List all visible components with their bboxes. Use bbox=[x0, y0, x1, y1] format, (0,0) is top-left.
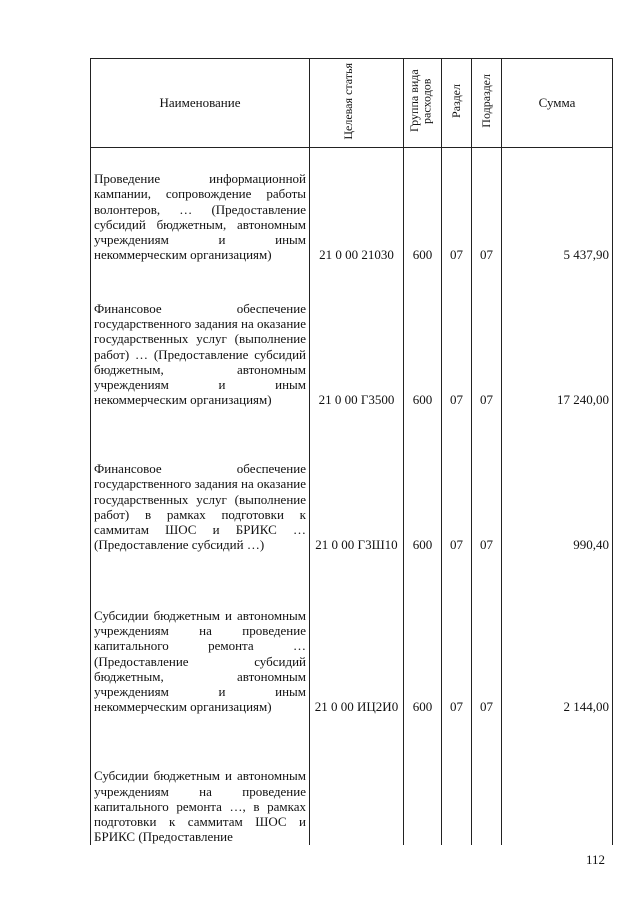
row-expense-group: 600 bbox=[404, 408, 442, 553]
row-amount: 2 144,00 bbox=[502, 553, 613, 715]
row-section: 07 bbox=[442, 408, 472, 553]
row-target-article bbox=[310, 715, 404, 845]
row-target-article: 21 0 00 Г3500 bbox=[310, 263, 404, 408]
table-row bbox=[91, 263, 613, 408]
row-section: 07 bbox=[442, 148, 472, 263]
row-description: Субсидии бюджетным и автономным учреждениям на проведение капитального ремонта … (Предоставление субсидий бюджетным, автономным учреждениям и иным некоммерческим организациям) bbox=[91, 553, 310, 715]
header-section: Раздел bbox=[442, 59, 472, 148]
row-subsection: 07 bbox=[472, 408, 502, 553]
table-row bbox=[91, 148, 613, 263]
row-description: Субсидии бюджетным и автономным учреждениям на проведение капитального ремонта …, в рамках подготовки к саммитам ШОС и БРИКС (Предоставление bbox=[91, 715, 310, 845]
header-subsection: Подраздел bbox=[472, 59, 502, 148]
table-row bbox=[91, 408, 613, 553]
table-row bbox=[91, 715, 613, 845]
row-description: Финансовое обеспечение государственного задания на оказание государственных услуг (выполнение работ) … (Предоставление субсидий бюджетным, автономным учреждениям и иным некоммерческим организациям) bbox=[91, 263, 310, 408]
row-description: Финансовое обеспечение государственного задания на оказание государственных услуг (выполнение работ) в рамках подготовки к саммитам ШОС и БРИКС … (Предоставление субсидий …) bbox=[91, 408, 310, 553]
header-amount: Сумма bbox=[502, 59, 613, 148]
row-target-article: 21 0 00 Г3Ш10 bbox=[310, 408, 404, 553]
header-expense-group: Группа вида расходов bbox=[404, 59, 442, 148]
row-amount bbox=[502, 715, 613, 845]
row-expense-group: 600 bbox=[404, 263, 442, 408]
budget-table bbox=[90, 58, 613, 845]
table-header-row bbox=[91, 59, 613, 148]
row-target-article: 21 0 00 21030 bbox=[310, 148, 404, 263]
page-number: 112 bbox=[586, 852, 606, 867]
row-subsection: 07 bbox=[472, 553, 502, 715]
row-subsection: 07 bbox=[472, 263, 502, 408]
header-target-article: Целевая статья bbox=[310, 59, 404, 148]
row-expense-group bbox=[404, 715, 442, 845]
row-amount: 5 437,90 bbox=[502, 148, 613, 263]
row-section bbox=[442, 715, 472, 845]
row-amount: 17 240,00 bbox=[502, 263, 613, 408]
row-description: Проведение информационной кампании, сопровождение работы волонтеров, … (Предоставление субсидий бюджетным, автономным учреждениям и иным некоммерческим организациям) bbox=[91, 148, 310, 263]
row-target-article: 21 0 00 ИЦ2И0 bbox=[310, 553, 404, 715]
row-section: 07 bbox=[442, 553, 472, 715]
table-row bbox=[91, 553, 613, 715]
header-name: Наименование bbox=[91, 59, 310, 148]
row-expense-group: 600 bbox=[404, 148, 442, 263]
row-subsection: 07 bbox=[472, 148, 502, 263]
row-amount: 990,40 bbox=[502, 408, 613, 553]
row-subsection bbox=[472, 715, 502, 845]
row-section: 07 bbox=[442, 263, 472, 408]
row-expense-group: 600 bbox=[404, 553, 442, 715]
